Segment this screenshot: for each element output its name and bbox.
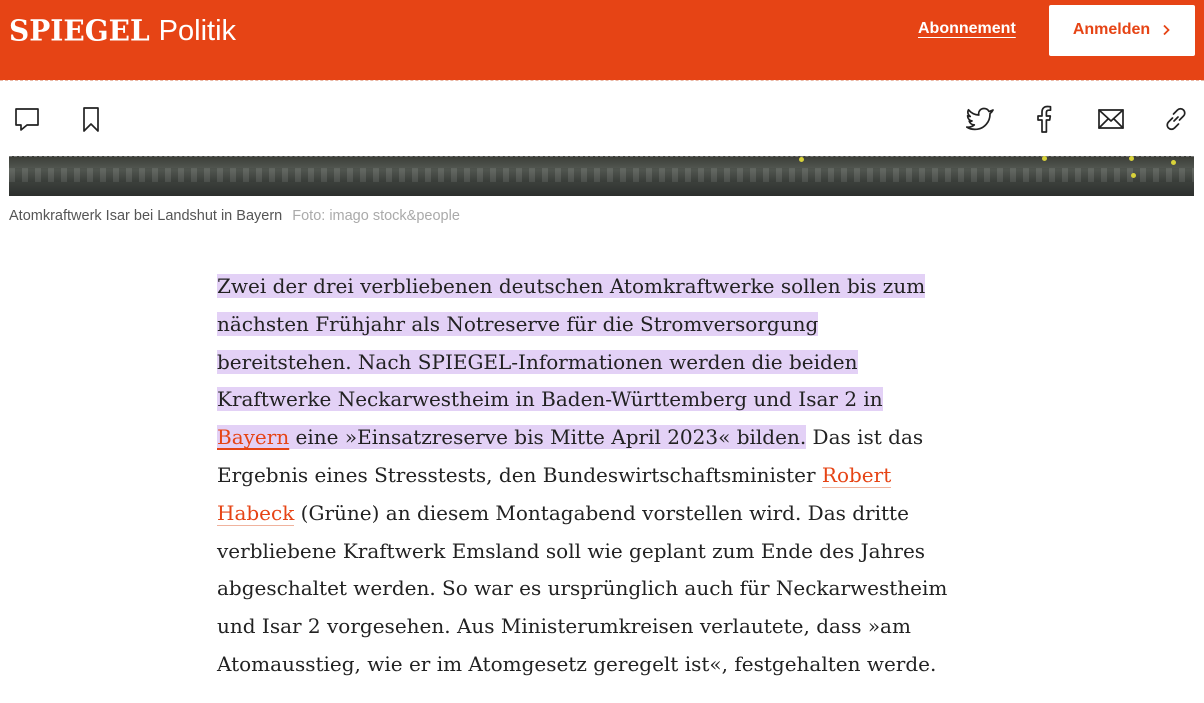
article-line xyxy=(217,344,997,382)
article-action-bar xyxy=(0,82,1204,154)
highlighted-text[interactable]: bereitstehen. Nach SPIEGEL-Informationen werden die beiden xyxy=(217,349,858,374)
facebook-icon[interactable] xyxy=(1030,104,1060,134)
link-icon[interactable] xyxy=(1161,104,1191,134)
image-caption xyxy=(9,208,460,224)
highlighted-text[interactable]: nächsten Frühjahr als Notreserve für die Stromversorgung xyxy=(217,311,819,336)
article-line xyxy=(217,268,997,306)
article-hero-image xyxy=(9,156,1194,196)
subscribe-link[interactable]: Abonnement xyxy=(918,20,1016,37)
twitter-icon[interactable] xyxy=(966,104,996,134)
article-line xyxy=(217,419,997,457)
body-text: (Grüne) an diesem Montagabend vorstellen wird. Das dritte xyxy=(294,500,909,525)
highlighted-text[interactable]: Zwei der drei verbliebenen deutschen Atomkraftwerke sollen bis zum xyxy=(217,274,926,298)
article-line: und Isar 2 vorgesehen. Aus Ministerumkreisen verlautete, dass »am xyxy=(217,614,911,639)
article-line: Atomausstieg, wie er im Atomgesetz geregelt ist«, festgehalten werde. xyxy=(217,651,937,676)
image-caption-text: Atomkraftwerk Isar bei Landshut in Bayern xyxy=(9,208,283,224)
section-title[interactable]: Politik xyxy=(158,15,237,47)
chevron-right-icon xyxy=(1162,24,1171,36)
login-button-label: Anmelden xyxy=(1072,20,1151,38)
article-line xyxy=(217,381,997,419)
body-text: Das ist das xyxy=(806,425,924,450)
article-line: verbliebene Kraftwerk Emsland soll wie geplant zum Ende des Jahres xyxy=(217,538,926,563)
mail-icon[interactable] xyxy=(1096,104,1126,134)
bookmark-icon[interactable] xyxy=(76,104,106,134)
highlighted-text-tail: eine »Einsatzreserve bis Mitte April 2023« bilden. xyxy=(289,425,807,450)
link-bayern[interactable]: Bayern xyxy=(217,425,290,450)
article-line xyxy=(217,306,997,344)
link-robert-habeck[interactable]: Habeck xyxy=(217,500,295,525)
image-credit: Foto: imago stock&people xyxy=(292,208,460,224)
highlighted-text[interactable]: Kraftwerke Neckarwestheim in Baden-Württemberg und Isar 2 in xyxy=(217,387,883,412)
article-paragraph xyxy=(217,268,997,684)
link-robert-habeck[interactable]: Robert xyxy=(821,462,892,487)
article-line xyxy=(217,495,997,533)
highlighted-text[interactable] xyxy=(217,425,806,449)
comment-icon[interactable] xyxy=(12,104,42,134)
brand-wordmark[interactable]: SPIEGEL xyxy=(9,13,150,48)
article-line xyxy=(217,457,997,495)
body-text: Ergebnis eines Stresstests, den Bundeswirtschaftsminister xyxy=(217,462,822,487)
login-button[interactable] xyxy=(1049,5,1195,56)
site-logo[interactable] xyxy=(9,14,236,50)
site-header xyxy=(0,0,1204,80)
article-line: abgeschaltet werden. So war es ursprünglich auch für Neckarwestheim xyxy=(217,576,948,601)
